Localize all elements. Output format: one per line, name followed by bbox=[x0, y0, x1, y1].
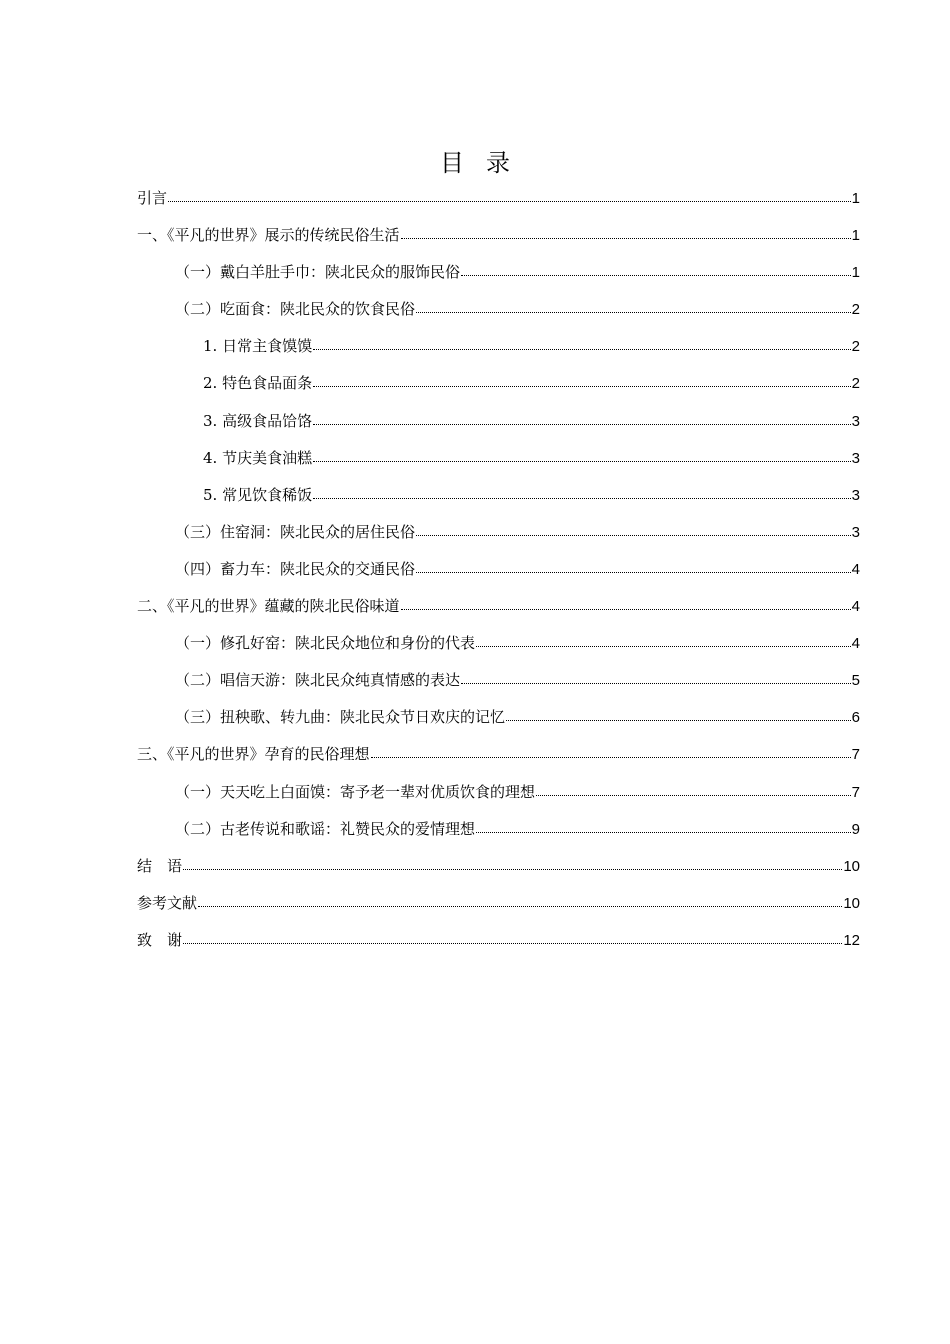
toc-entry-acknowledgements[interactable] bbox=[137, 925, 860, 962]
toc-entry-page: 4 bbox=[851, 560, 860, 578]
dot-leader bbox=[416, 558, 851, 574]
dot-leader bbox=[476, 818, 851, 834]
dot-leader bbox=[198, 892, 842, 908]
toc-entry-introduction[interactable] bbox=[137, 183, 860, 220]
toc-entry-text: 结 语 bbox=[137, 856, 183, 875]
toc-entry-text: 4. 节庆美食油糕 bbox=[203, 448, 313, 467]
toc-entry-page: 2 bbox=[851, 338, 860, 356]
toc-title: 目录 bbox=[440, 149, 532, 177]
toc-entry-page: 1 bbox=[851, 264, 860, 282]
toc-entry-section-1-3[interactable] bbox=[137, 517, 860, 554]
dot-leader bbox=[183, 855, 842, 871]
toc-entry-text: （一）天天吃上白面馍：寄予老一辈对优质饮食的理想 bbox=[175, 782, 536, 801]
toc-entry-page: 2 bbox=[851, 301, 860, 319]
toc-entry-subsection-1-2-4[interactable] bbox=[137, 443, 860, 480]
dot-leader bbox=[461, 669, 851, 685]
dot-leader bbox=[506, 706, 851, 722]
toc-entry-section-2-1[interactable] bbox=[137, 628, 860, 665]
toc-entry-text: 三、《平凡的世界》孕育的民俗理想 bbox=[137, 745, 370, 764]
toc-entry-page: 7 bbox=[851, 783, 860, 801]
toc-entry-references[interactable] bbox=[137, 888, 860, 925]
toc-entry-text: （二）古老传说和歌谣：礼赞民众的爱情理想 bbox=[175, 819, 476, 838]
toc-entry-page: 4 bbox=[851, 635, 860, 653]
toc-entry-text: 二、《平凡的世界》蕴藏的陕北民俗味道 bbox=[137, 597, 400, 616]
toc-entry-text: （一）戴白羊肚手巾：陕北民众的服饰民俗 bbox=[175, 263, 461, 282]
dot-leader bbox=[371, 743, 851, 759]
toc-entry-section-2-3[interactable] bbox=[137, 702, 860, 739]
toc-entry-page: 3 bbox=[851, 523, 860, 541]
toc-entry-page: 6 bbox=[851, 709, 860, 727]
dot-leader bbox=[416, 298, 851, 314]
toc-entry-text: 参考文献 bbox=[137, 893, 198, 912]
toc-entry-page: 3 bbox=[851, 449, 860, 467]
toc-entry-section-3-2[interactable] bbox=[137, 814, 860, 851]
toc-entry-conclusion[interactable] bbox=[137, 851, 860, 888]
toc-entry-text: 3. 高级食品饸饹 bbox=[203, 411, 313, 430]
toc-entry-text: 2. 特色食品面条 bbox=[203, 374, 313, 393]
dot-leader bbox=[313, 335, 851, 351]
toc-entry-section-1-2[interactable] bbox=[137, 294, 860, 331]
toc-entry-text: 一、《平凡的世界》展示的传统民俗生活 bbox=[137, 226, 400, 245]
toc-entry-text: （三）扭秧歌、转九曲：陕北民众节日欢庆的记忆 bbox=[175, 708, 506, 727]
toc-entry-page: 12 bbox=[843, 931, 860, 949]
dot-leader bbox=[313, 484, 851, 500]
toc-entry-text: （三）住窑洞：陕北民众的居住民俗 bbox=[175, 522, 416, 541]
toc-entry-text: （二）唱信天游：陕北民众纯真情感的表达 bbox=[175, 671, 461, 690]
dot-leader bbox=[313, 410, 851, 426]
table-of-contents bbox=[137, 183, 860, 962]
toc-entry-text: 引言 bbox=[137, 189, 168, 207]
toc-entry-page: 2 bbox=[851, 375, 860, 393]
toc-entry-page: 10 bbox=[843, 894, 860, 912]
toc-entry-text: 1. 日常主食馍馍 bbox=[203, 337, 313, 356]
toc-entry-page: 7 bbox=[851, 746, 860, 764]
toc-entry-text: （四）畜力车：陕北民众的交通民俗 bbox=[175, 559, 416, 578]
toc-entry-text: 致 谢 bbox=[137, 930, 183, 949]
toc-entry-subsection-1-2-1[interactable] bbox=[137, 331, 860, 368]
toc-entry-section-1-1[interactable] bbox=[137, 257, 860, 294]
dot-leader bbox=[313, 372, 851, 388]
toc-entry-section-3-1[interactable] bbox=[137, 777, 860, 814]
toc-entry-chapter-3[interactable] bbox=[137, 739, 860, 776]
toc-entry-subsection-1-2-5[interactable] bbox=[137, 480, 860, 517]
toc-entry-section-1-4[interactable] bbox=[137, 554, 860, 591]
toc-entry-page: 3 bbox=[851, 486, 860, 504]
toc-entry-text: 5. 常见饮食稀饭 bbox=[203, 485, 313, 504]
toc-entry-page: 5 bbox=[851, 672, 860, 690]
dot-leader bbox=[476, 632, 851, 648]
toc-entry-section-2-2[interactable] bbox=[137, 665, 860, 702]
toc-entry-chapter-1[interactable] bbox=[137, 220, 860, 257]
dot-leader bbox=[416, 521, 851, 537]
toc-entry-text: （一）修孔好窑：陕北民众地位和身份的代表 bbox=[175, 634, 476, 653]
dot-leader bbox=[183, 929, 842, 945]
toc-entry-page: 1 bbox=[851, 227, 860, 245]
toc-entry-page: 10 bbox=[843, 857, 860, 875]
dot-leader bbox=[313, 447, 851, 463]
toc-entry-page: 3 bbox=[851, 412, 860, 430]
toc-entry-page: 1 bbox=[851, 190, 860, 207]
toc-entry-subsection-1-2-3[interactable] bbox=[137, 406, 860, 443]
toc-entry-chapter-2[interactable] bbox=[137, 591, 860, 628]
dot-leader bbox=[461, 261, 851, 277]
toc-entry-page: 4 bbox=[851, 598, 860, 616]
dot-leader bbox=[168, 187, 851, 203]
toc-entry-subsection-1-2-2[interactable] bbox=[137, 368, 860, 405]
toc-entry-page: 9 bbox=[851, 820, 860, 838]
toc-entry-text: （二）吃面食：陕北民众的饮食民俗 bbox=[175, 300, 416, 319]
dot-leader bbox=[401, 595, 851, 611]
dot-leader bbox=[401, 224, 851, 240]
dot-leader bbox=[536, 781, 851, 797]
